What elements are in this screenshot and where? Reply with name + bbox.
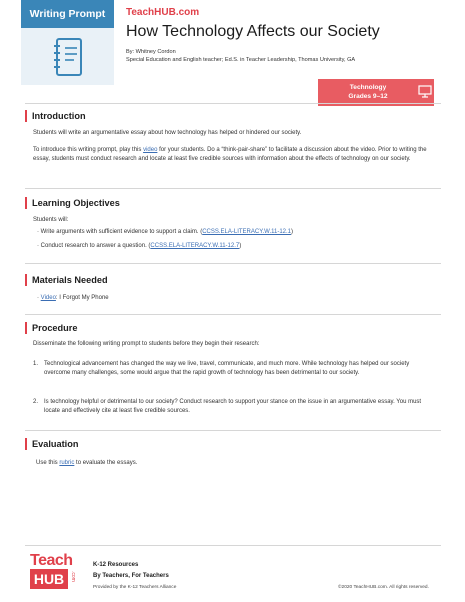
evaluation-heading: Evaluation bbox=[25, 438, 441, 450]
page-title: How Technology Affects our Society bbox=[126, 23, 380, 40]
byline bbox=[126, 48, 355, 64]
divider bbox=[25, 430, 441, 431]
standard-link-w7[interactable]: CCSS.ELA-LITERACY.W.11-12.7 bbox=[150, 243, 240, 249]
procedure-section bbox=[25, 322, 441, 334]
procedure-num-1: 1. bbox=[33, 361, 39, 367]
teachhub-logo bbox=[30, 552, 86, 594]
objective-end: ) bbox=[239, 243, 242, 249]
grades-label: Grades 9–12 bbox=[348, 92, 388, 100]
rubric-link[interactable]: rubric bbox=[59, 460, 75, 466]
evaluation-text-a: Use this bbox=[36, 460, 60, 466]
footer-provider: Provided by the K-12 Teachers Alliance bbox=[93, 585, 177, 590]
divider bbox=[25, 314, 441, 315]
evaluation-text-b: to evaluate the essays. bbox=[74, 460, 138, 466]
introduction-p2 bbox=[33, 146, 433, 164]
writing-prompt-tag: Writing Prompt bbox=[21, 0, 114, 28]
procedure-intro: Disseminate the following writing prompt to students before they begin their research: bbox=[33, 341, 260, 347]
intro-text-a: To introduce this writing prompt, play this bbox=[33, 147, 144, 153]
introduction-p1: Students will write an argumentative essay about how technology has helped or hindered our society. bbox=[33, 130, 302, 136]
author: By: Whitney Cordon bbox=[126, 49, 176, 55]
procedure-heading: Procedure bbox=[25, 322, 441, 334]
subject-badge bbox=[318, 79, 434, 106]
materials-section bbox=[25, 274, 441, 286]
materials-heading: Materials Needed bbox=[25, 274, 441, 286]
video-link[interactable]: video bbox=[143, 147, 158, 153]
standard-link-w1[interactable]: CCSS.ELA-LITERACY.W.11-12.1 bbox=[202, 229, 292, 235]
objectives-intro: Students will: bbox=[33, 217, 69, 223]
footer-tagline-2: By Teachers, For Teachers bbox=[93, 573, 169, 579]
footer-tagline-1: K-12 Resources bbox=[93, 562, 139, 568]
footer-divider bbox=[25, 545, 441, 546]
introduction-heading: Introduction bbox=[25, 110, 441, 122]
objective-text: Conduct research to answer a question. ( bbox=[40, 243, 151, 249]
procedure-num-2: 2. bbox=[33, 399, 39, 405]
materials-text: : I Forgot My Phone bbox=[55, 295, 109, 301]
introduction-section bbox=[25, 110, 441, 122]
materials-item: · Video: I Forgot My Phone bbox=[37, 295, 109, 301]
procedure-step-1: Technological advancement has changed the way we live, travel, communicate, and much more. While technology has helped our society overcome many challenges, some would argue that the rapid growth of technology has been detrimental to our society. bbox=[44, 361, 410, 376]
objective-item: · Conduct research to answer a question. (CCSS.ELA-LITERACY.W.11-12.7) bbox=[37, 243, 242, 249]
footer-copyright: ©2020 TeachHUB.com. All rights reserved. bbox=[338, 585, 429, 590]
monitor-icon bbox=[418, 85, 432, 98]
brand-name: TeachHUB.com bbox=[126, 7, 200, 18]
divider bbox=[25, 263, 441, 264]
logo-hub: HUB bbox=[30, 569, 68, 589]
intro-text-b: for your students. Do a “think-pair-share” to facilitate a discussion about the video. Prior to writing the essay, students must conduct research and locate at least five credible sources with information about the effects of technology on our society. bbox=[33, 147, 427, 162]
evaluation-section bbox=[25, 438, 441, 450]
divider bbox=[25, 188, 441, 189]
objectives-section bbox=[25, 197, 441, 209]
procedure-step-2: Is technology helpful or detrimental to our society? Conduct research to support your stance on the issue in an argumentative essay. You must locate and effectively cite at least five credible sources. bbox=[44, 399, 422, 414]
objective-text: Write arguments with sufficient evidence to support a claim. ( bbox=[40, 229, 203, 235]
materials-video-link[interactable]: Video bbox=[40, 295, 56, 301]
divider bbox=[25, 103, 441, 104]
subject-label: Technology bbox=[349, 84, 387, 91]
evaluation-text bbox=[36, 459, 436, 468]
notebook-icon bbox=[50, 36, 86, 78]
objective-end: ) bbox=[291, 229, 294, 235]
objectives-heading: Learning Objectives bbox=[25, 197, 441, 209]
logo-teach: Teach bbox=[30, 552, 73, 569]
objective-item: · Write arguments with sufficient evidence to support a claim. (CCSS.ELA-LITERACY.W.11-12.1) bbox=[37, 229, 294, 235]
logo-com: .com bbox=[70, 571, 76, 582]
credentials: Special Education and English teacher; Ed.S. in Teacher Leadership, Thomas University, GA bbox=[126, 57, 356, 63]
notebook-icon-box bbox=[21, 28, 114, 85]
